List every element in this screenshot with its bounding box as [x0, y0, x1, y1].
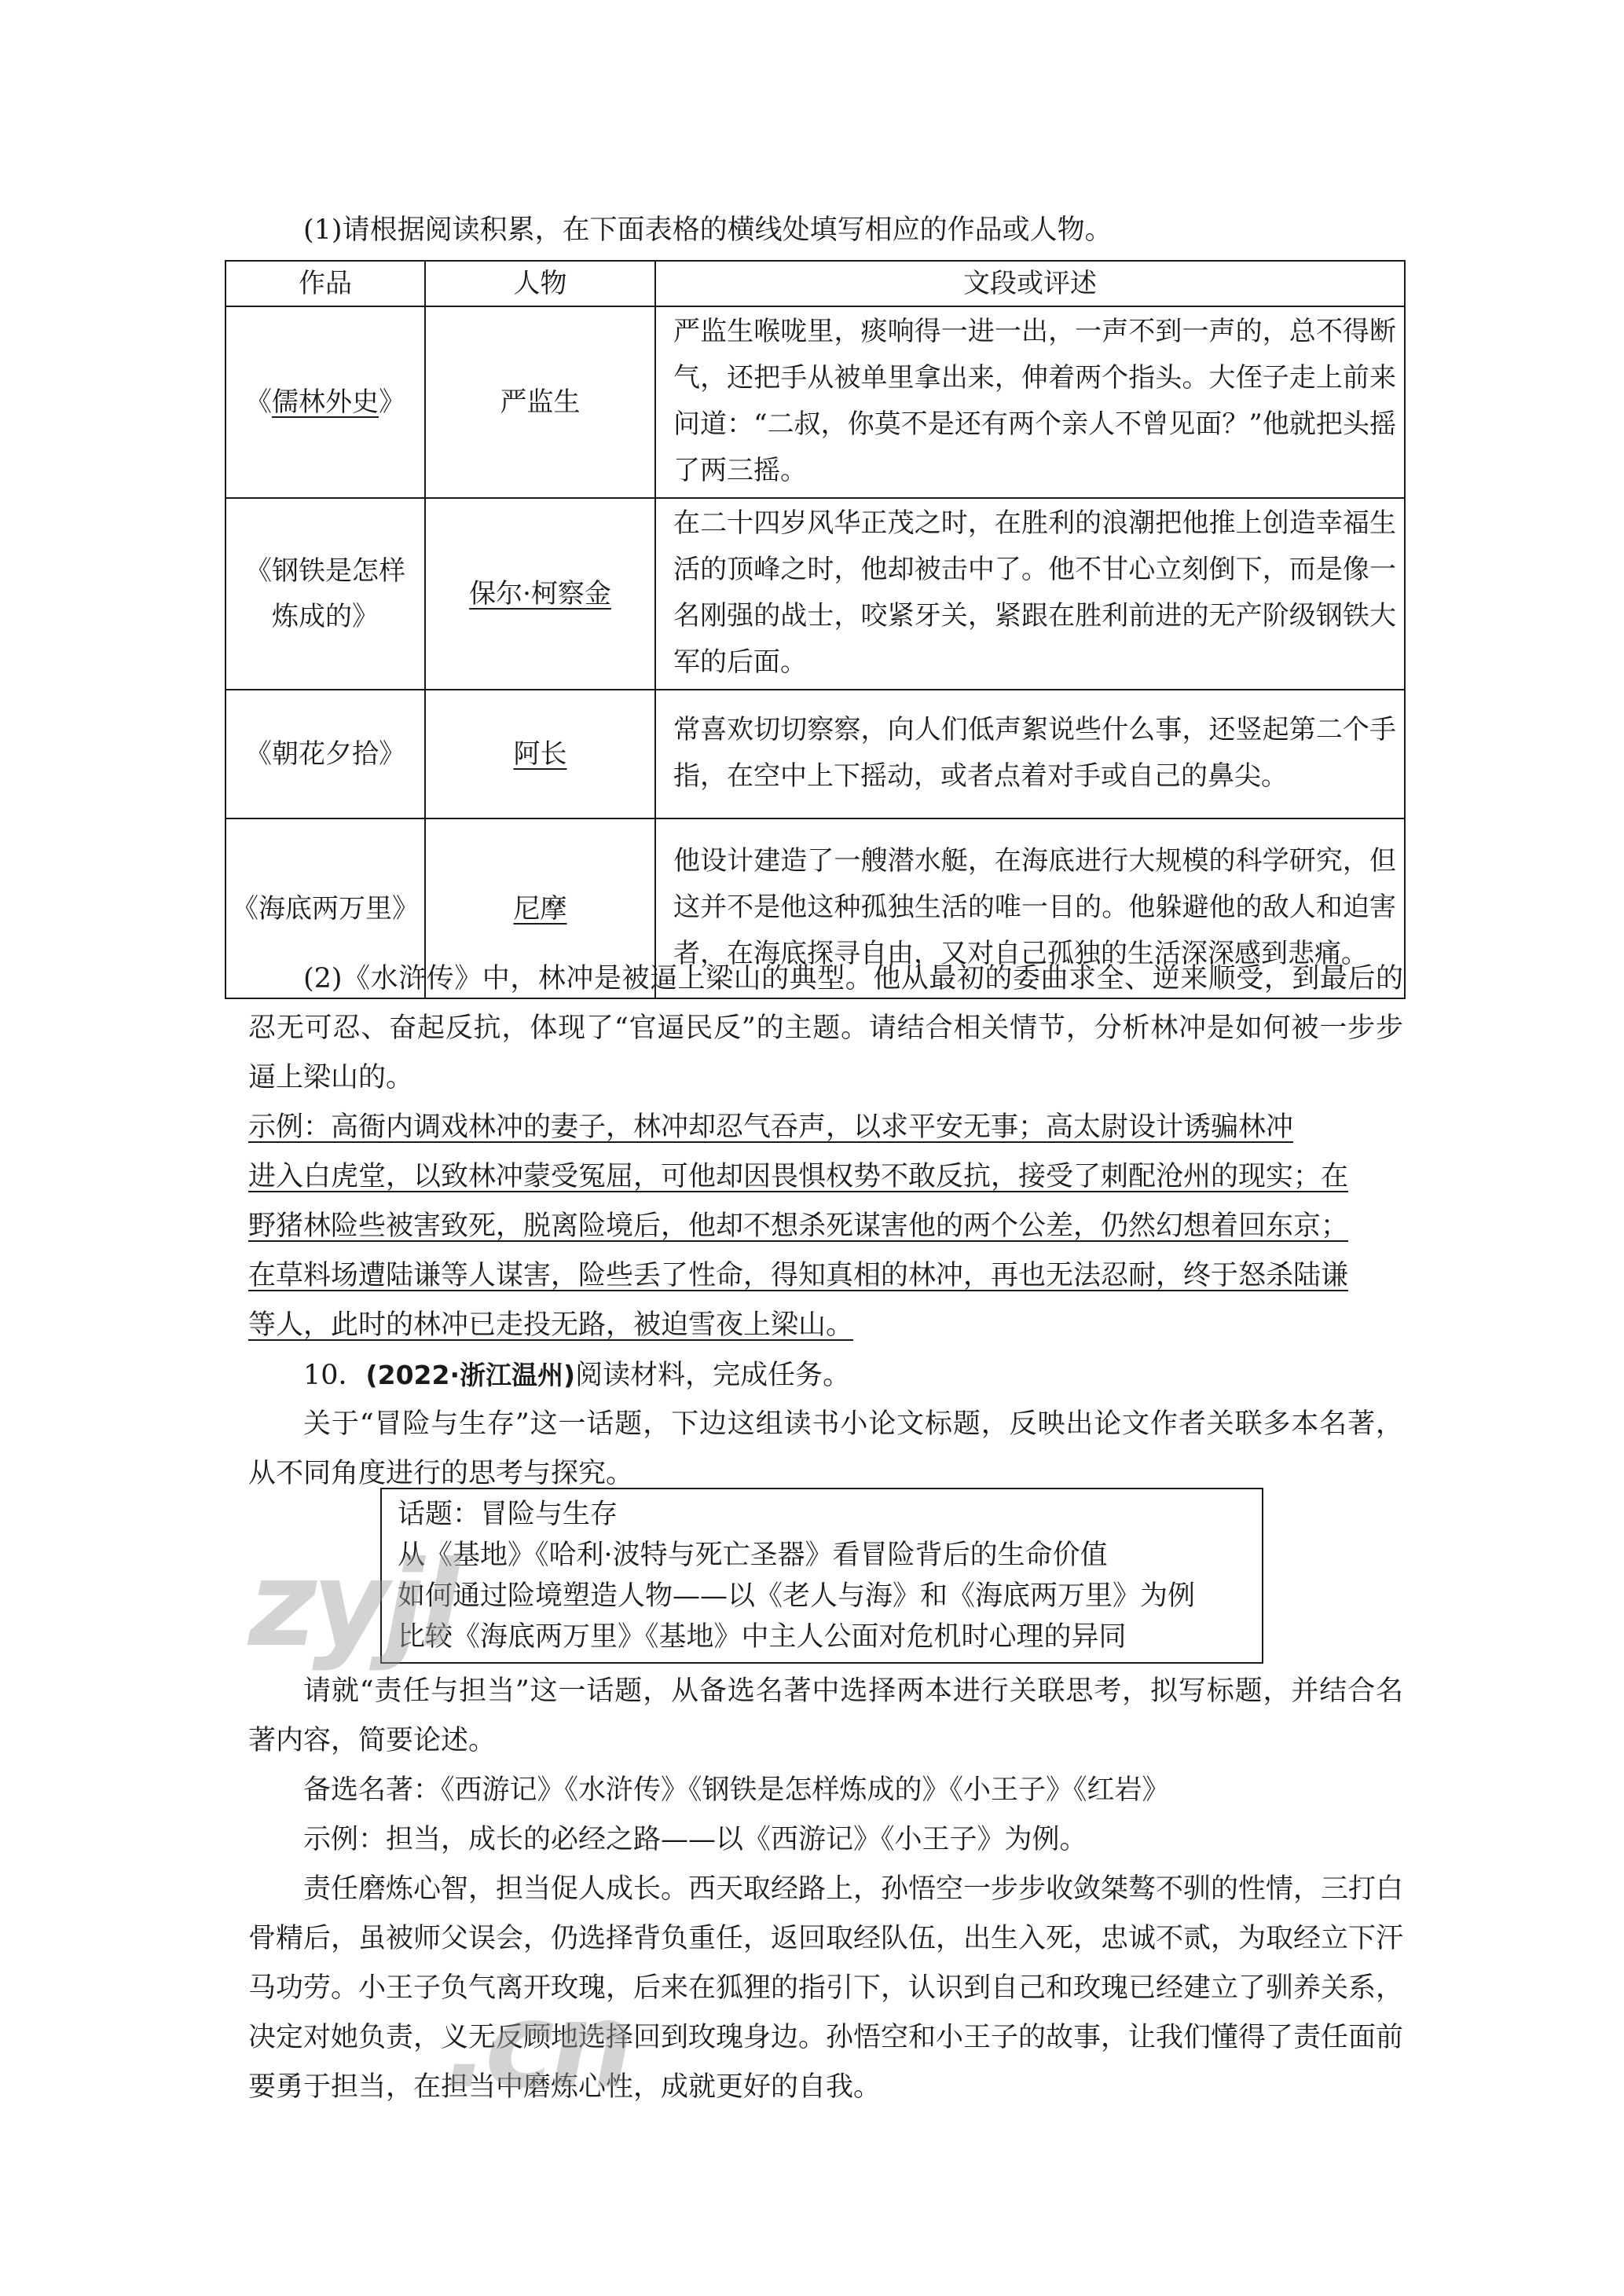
q1-prompt: (1)请根据阅读积累，在下面表格的横线处填写相应的作品或人物。 — [303, 214, 1113, 246]
work-cell: 《钢铁是怎样 炼成的》 — [225, 498, 425, 690]
box-line: 比较《海底两万里》《基地》中主人公面对危机时心理的异同 — [398, 1621, 1127, 1653]
q2-prompt: (2)《水浒传》中，林冲是被逼上梁山的典型。他从最初的委曲求全、逆来顺受，到最后的忍无可忍、奋起反抗，体现了“官逼民反”的主题。请结合相关情节，分析林冲是如何被一步步逼上梁山的。 — [248, 963, 1403, 1093]
q10-example-body: 责任磨炼心智，担当促人成长。西天取经路上，孙悟空一步步收敛桀骜不驯的性情，三打白骨精后，虽被师父误会，仍选择背负重任，返回取经队伍，出生入死，忠诚不贰，为取经立下汗马功劳。小王子负气离开玫瑰，后来在狐狸的指引下，认识到自己和玫瑰已经建立了驯养关系，决定对她负责，义无反顾地选择回到玫瑰身边。孙悟空和小王子的故事，让我们懂得了责任面前要勇于担当，在担当中磨炼心性，成就更好的自我。 — [248, 1873, 1404, 2103]
answer-blank: 尼摩 — [513, 892, 567, 925]
text-cell: 在二十四岁风华正茂之时，在胜利的浪潮把他推上创造幸福生活的顶峰之时，他却被击中了。他不甘心立刻倒下，而是像一名刚强的战士，咬紧牙关，紧跟在胜利前进的无产阶级钢铁大军的后面。 — [655, 498, 1405, 690]
header-person: 人物 — [425, 261, 655, 306]
works-table — [225, 260, 1406, 999]
header-text: 文段或评述 — [655, 261, 1405, 306]
work-cell: 《朝花夕拾》 — [225, 690, 425, 818]
watermark: zyjl — [248, 1536, 456, 1673]
answer-line: 等人，此时的林冲已走投无路，被迫雪夜上梁山。 — [248, 1309, 854, 1341]
text-cell: 他设计建造了一艘潜水艇，在海底进行大规模的科学研究，但这并不是他这种孤独生活的唯一目的。他躲避他的敌人和迫害者，在海底探寻自由，又对自己孤独的生活深深感到悲痛。 — [655, 818, 1405, 998]
watermark: .cn — [445, 1978, 629, 2115]
person-cell: 严监生 — [425, 306, 655, 498]
table-row — [225, 306, 1405, 498]
table-row — [225, 498, 1405, 690]
box-line: 话题：冒险与生存 — [398, 1499, 618, 1530]
q10-task: 请就“责任与担当”这一话题，从备选名著中选择两本进行关联思考，拟写标题，并结合名著内容，简要论述。 — [248, 1675, 1403, 1756]
answer-line: 在草料场遭陆谦等人谋害，险些丢了性命，得知真相的林冲，再也无法忍耐，终于怒杀陆谦 — [248, 1260, 1349, 1291]
header-work: 作品 — [225, 261, 425, 306]
q10-source: (2022·浙江温州) — [365, 1360, 576, 1390]
person-cell — [425, 690, 655, 818]
topic-box — [380, 1488, 1263, 1664]
person-cell — [425, 498, 655, 690]
table-row — [225, 690, 1405, 818]
q10-options: 备选名著：《西游记》《水浒传》《钢铁是怎样炼成的》《小王子》《红岩》 — [303, 1774, 1170, 1806]
answer-blank: 阿长 — [513, 738, 567, 770]
answer-line: 野猪林险些被害致死，脱离险境后，他却不想杀死谋害他的两个公差，仍然幻想着回东京； — [248, 1210, 1349, 1242]
q10-intro: 关于“冒险与生存”这一话题，下边这组读书小论文标题，反映出论文作者关联多本名著，从不同角度进行的思考与探究。 — [248, 1408, 1403, 1489]
answer-blank: 保尔·柯察金 — [469, 578, 611, 610]
text-cell: 常喜欢切切察察，向人们低声絮说些什么事，还竖起第二个手指，在空中上下摇动，或者点着对手或自己的鼻尖。 — [655, 690, 1405, 818]
work-cell: 《儒林外史》 — [225, 306, 425, 498]
q10-heading: 10．(2022·浙江温州)阅读材料，完成任务。 — [303, 1360, 851, 1391]
answer-line: 示例：高衙内调戏林冲的妻子，林冲却忍气吞声，以求平安无事；高太尉设计诱骗林冲 — [248, 1111, 1294, 1143]
box-line: 如何通过险境塑造人物——以《老人与海》和《海底两万里》为例 — [398, 1580, 1196, 1612]
work-cell: 《海底两万里》 — [225, 818, 425, 998]
text-cell: 严监生喉咙里，痰响得一进一出，一声不到一声的，总不得断气，还把手从被单里拿出来，伸着两个指头。大侄子走上前来问道：“二叔，你莫不是还有两个亲人不曾见面？”他就把头摇了两三摇。 — [655, 306, 1405, 498]
answer-line: 进入白虎堂，以致林冲蒙受冤屈，可他却因畏惧权势不敢反抗，接受了刺配沧州的现实；在 — [248, 1161, 1349, 1192]
q10-example-title: 示例：担当，成长的必经之路——以《西游记》《小王子》为例。 — [303, 1824, 1087, 1855]
box-line: 从《基地》《哈利·波特与死亡圣器》看冒险背后的生命价值 — [398, 1540, 1108, 1571]
answer-blank: 儒林外史 — [272, 386, 379, 418]
table-header-row — [225, 261, 1405, 306]
